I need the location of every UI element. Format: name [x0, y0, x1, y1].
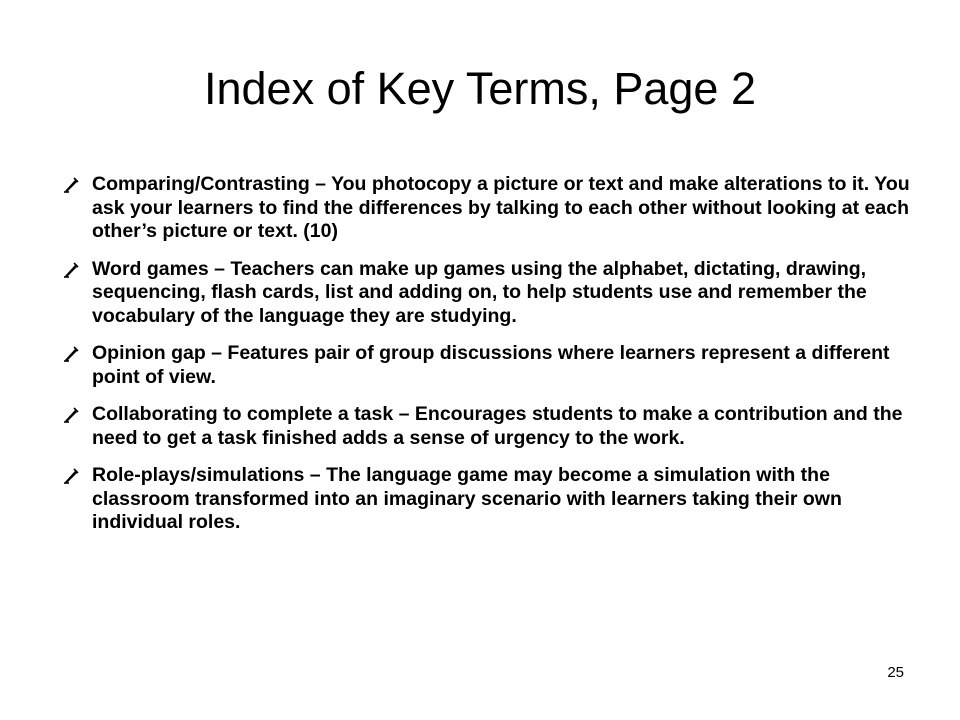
bullet-item — [56, 173, 916, 244]
bullet-text: Comparing/Contrasting – You photocopy a picture or text and make alterations to it. You ask your learners to find the differences by talking to each other without looking at each other’s picture or text. (10) — [92, 173, 910, 242]
quill-pen-icon — [62, 467, 80, 485]
bullet-text: Collaborating to complete a task – Encourages students to make a contribution and the need to get a task finished adds a sense of urgency to the work. — [92, 403, 903, 449]
quill-pen-icon — [62, 176, 80, 194]
bullet-item — [56, 464, 916, 535]
quill-pen-icon — [62, 406, 80, 424]
bullet-text: Opinion gap – Features pair of group discussions where learners represent a different point of view. — [92, 342, 890, 388]
bullet-text: Role-plays/simulations – The language game may become a simulation with the classroom transformed into an imaginary scenario with learners taking their own individual roles. — [92, 464, 842, 533]
bullet-item — [56, 342, 916, 389]
bullet-list — [56, 173, 916, 549]
bullet-text: Word games – Teachers can make up games using the alphabet, dictating, drawing, sequencing, flash cards, list and adding on, to help students use and remember the vocabulary of the language they are studying. — [92, 257, 867, 327]
slide-title: Index of Key Terms, Page 2 — [204, 63, 756, 114]
bullet-item — [56, 258, 916, 329]
page-number: 25 — [887, 664, 904, 681]
quill-pen-icon — [62, 261, 80, 279]
quill-pen-icon — [62, 345, 80, 363]
bullet-item — [56, 403, 916, 450]
